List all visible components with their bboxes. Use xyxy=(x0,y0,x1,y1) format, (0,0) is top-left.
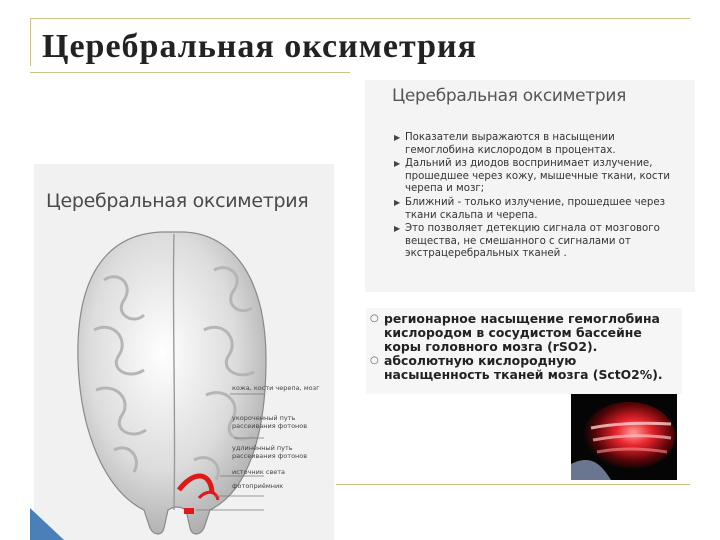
saturation-list xyxy=(370,312,680,382)
legend-item: фотоприёмник xyxy=(232,482,284,490)
arrow-bullet-icon: ▶ xyxy=(394,159,401,169)
frame-left-rule xyxy=(30,18,31,66)
info-bullet xyxy=(394,197,686,222)
circle-bullet-icon: ○ xyxy=(370,313,379,324)
info-bullet-text: Это позволяет детекцию сигнала от мозгового вещества, не смешанного с сигналами от экстрацеребральных тканей . xyxy=(405,223,660,260)
info-bullet xyxy=(394,132,686,157)
info-bullet xyxy=(394,158,686,196)
info-bullet xyxy=(394,223,686,261)
brain-legend xyxy=(232,384,332,495)
saturation-item-text: абсолютную кислородную насыщенность тканей мозга (SctO2%). xyxy=(384,353,663,382)
info-bullet-text: Ближний - только излучение, прошедшее через ткани скальпа и черепа. xyxy=(405,196,666,221)
frame-top-rule xyxy=(30,18,690,19)
circle-bullet-icon: ○ xyxy=(370,355,379,366)
arrow-bullet-icon: ▶ xyxy=(394,133,401,142)
brain-image-heading: Церебральная оксиметрия xyxy=(46,190,309,212)
info-bullets xyxy=(394,132,686,262)
saturation-item xyxy=(370,354,680,382)
arrow-bullet-icon: ▶ xyxy=(394,224,401,234)
corner-triangle xyxy=(30,508,64,540)
title-underline xyxy=(30,72,350,73)
slide-title: Церебральная оксиметрия xyxy=(42,28,477,65)
legend-item: укороченный путь рассеивания фотонов xyxy=(232,414,308,430)
legend-item: удлинённый путь рассеивания фотонов xyxy=(232,444,308,460)
info-bullet-text: Дальний из диодов воспринимает излучение, прошедшее через кожу, мышечные ткани, кости черепа и мозг; xyxy=(405,158,671,195)
arrow-bullet-icon: ▶ xyxy=(394,197,401,207)
footer-rule xyxy=(336,484,690,485)
info-bullet-text: Показатели выражаются в насыщении гемоглобина кислородом в процентах. xyxy=(405,132,616,156)
saturation-item-text: регионарное насыщение гемоглобина кислородом в сосудистом бассейне коры головного мозга (rSO2). xyxy=(384,311,660,354)
info-heading: Церебральная оксиметрия xyxy=(392,86,627,106)
finger-sensor-photo xyxy=(571,394,677,480)
glowing-hand-image xyxy=(571,394,677,480)
saturation-item xyxy=(370,312,680,354)
legend-item: кожа, кости черепа, мозг xyxy=(232,384,320,392)
legend-item: источник света xyxy=(232,468,286,476)
